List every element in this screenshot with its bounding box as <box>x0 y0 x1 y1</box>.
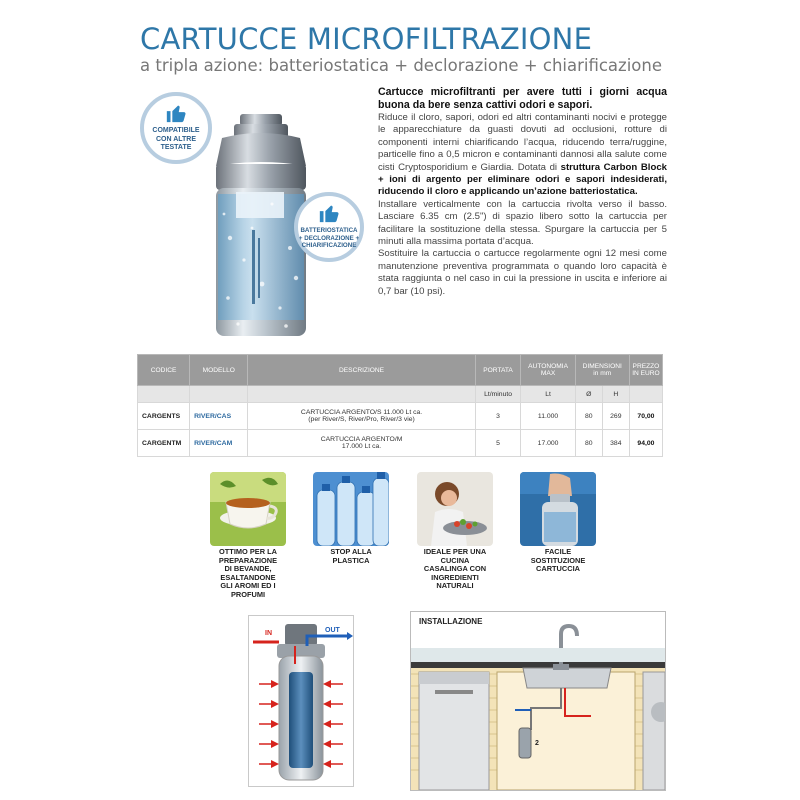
cell-modello: RIVER/CAS <box>190 403 248 430</box>
feature-caption <box>415 548 495 591</box>
desc-line: CARTUCCIA ARGENTO/S 11.000 Lt ca. <box>300 409 423 416</box>
badge-line: TESTATE <box>160 144 192 151</box>
header-line: in mm <box>593 370 612 377</box>
badge-line: CON ALTRE <box>155 135 197 143</box>
paragraph-replace: Sostituire la cartuccia o cartucce regolarmente ogni 12 mesi come manutenzione preventiva programmata o quando loro capacità è stata raggiunta o nel caso in cui la pressione in uscita e inferiore ai 0,7 bar (10 psi). <box>378 248 667 297</box>
table-units-row <box>138 386 663 403</box>
table-row <box>138 403 663 430</box>
header-autonomia <box>521 355 575 386</box>
units-cell <box>138 386 190 403</box>
units-cell <box>248 386 475 403</box>
units-cell <box>190 386 248 403</box>
header-prezzo <box>629 355 662 386</box>
compatible-badge <box>140 92 212 164</box>
feature-caption <box>208 548 288 600</box>
caption-line: IDEALE PER UNA <box>423 547 487 556</box>
caption-line: FACILE <box>544 547 572 556</box>
badge-line: COMPATIBILE <box>152 127 200 134</box>
header-line: PREZZO <box>632 363 660 370</box>
paragraph-text: Riduce il cloro, sapori, odori ed altri contaminanti nocivi e protegge le apparecchiature da guasti dovuti ad occlusioni, rotture di componenti interni chiarificando l’acqua, riducendo terra/ruggine, particelle fino a 0,5 micron e contaminanti dannosi alla salute come cisti Cryptosporidium e Giardia. Dotata di <box>378 112 667 173</box>
paragraph-bold: struttura Carbon Block + ioni di argento per eliminare odori e sapori indesiderati, riducendo il cloro e applicando un’azione batteriostatica. <box>378 161 667 198</box>
installation-illustration <box>410 611 666 791</box>
paragraph-features <box>378 112 667 199</box>
cell-h: 269 <box>602 403 629 430</box>
units-cell <box>629 386 662 403</box>
caption-line: ESALTANDONE <box>220 572 276 582</box>
desc-line: 17.000 Lt ca. <box>341 443 382 450</box>
caption-line: CUCINA <box>440 555 470 565</box>
desc-line: CARTUCCIA ARGENTO/M <box>320 436 403 443</box>
feature-replace <box>518 472 598 574</box>
cell-prezzo: 94,00 <box>629 430 662 457</box>
cell-codice: CARGENTS <box>138 403 190 430</box>
caption-line: CARTUCCIA <box>536 564 580 574</box>
caption-line: PROFUMI <box>230 589 266 599</box>
caption-line: OTTIMO PER LA <box>219 547 277 556</box>
feature-caption <box>311 548 391 565</box>
units-autonomia: Lt <box>521 386 575 403</box>
tea-cup-icon <box>210 472 286 546</box>
thumbs-up-icon <box>318 202 340 229</box>
caption-line: DI BEVANDE, <box>224 564 272 574</box>
triple-action-badge <box>294 192 364 262</box>
flow-diagram <box>248 615 354 787</box>
caption-line: STOP ALLA <box>330 547 372 556</box>
desc-line: (per River/S, River/Pro, River/3 vie) <box>308 416 415 423</box>
installation-label: INSTALLAZIONE <box>419 617 483 626</box>
table-header-row <box>138 355 663 386</box>
cell-diam: 80 <box>575 403 602 430</box>
cell-prezzo: 70,00 <box>629 403 662 430</box>
header-line: IN EURO <box>632 370 660 377</box>
header-line: DIMENSIONI <box>582 363 622 370</box>
cell-descrizione <box>248 430 475 457</box>
page-subtitle: a tripla azione: batteriostatica + declorazione + chiarificazione <box>140 56 662 75</box>
header-line: MAX <box>540 370 556 377</box>
caption-line: INGREDIENTI <box>431 572 479 582</box>
cell-portata: 5 <box>475 430 521 457</box>
cell-autonomia: 11.000 <box>521 403 575 430</box>
description-text <box>378 86 667 298</box>
header-portata: PORTATA <box>475 355 521 386</box>
caption-line: NATURALI <box>436 581 474 591</box>
feature-kitchen <box>415 472 495 591</box>
product-table <box>137 354 663 457</box>
cartridge-replace-icon <box>520 472 596 546</box>
cell-descrizione <box>248 403 475 430</box>
cell-codice: CARGENTM <box>138 430 190 457</box>
caption-line: PLASTICA <box>332 555 370 565</box>
feature-caption <box>518 548 598 574</box>
thumbs-up-icon <box>165 102 187 129</box>
header-modello: MODELLO <box>190 355 248 386</box>
units-h: H <box>602 386 629 403</box>
cell-h: 384 <box>602 430 629 457</box>
badge-line: + DECLORAZIONE + <box>298 234 360 242</box>
table-row <box>138 430 663 457</box>
plastic-bottles-icon <box>313 472 389 546</box>
caption-line: PREPARAZIONE <box>218 555 278 565</box>
caption-line: GLI AROMI ED I <box>220 581 276 591</box>
page-title: CARTUCCE MICROFILTRAZIONE <box>140 22 593 56</box>
header-codice: CODICE <box>138 355 190 386</box>
header-dimensioni <box>575 355 629 386</box>
header-descrizione: DESCRIZIONE <box>248 355 475 386</box>
in-label: IN <box>265 630 272 637</box>
product-image <box>140 88 368 350</box>
badge-line: CHIARIFICAZIONE <box>301 242 357 250</box>
cell-portata: 3 <box>475 403 521 430</box>
badge-line: BATTERIOSTATICA <box>300 227 358 234</box>
cell-autonomia: 17.000 <box>521 430 575 457</box>
units-diam: Ø <box>575 386 602 403</box>
kitchen-cooking-icon <box>417 472 493 546</box>
lead-paragraph: Cartucce microfiltranti per avere tutti i giorni acqua buona da bere senza cattivi odori e sapori. <box>378 86 667 111</box>
caption-line: SOSTITUZIONE <box>530 555 586 565</box>
units-portata: Lt/minuto <box>475 386 521 403</box>
cell-diam: 80 <box>575 430 602 457</box>
feature-tea <box>208 472 288 600</box>
caption-line: CASALINGA CON <box>423 564 487 574</box>
cell-modello: RIVER/CAM <box>190 430 248 457</box>
feature-plastic <box>311 472 391 565</box>
install-marker: 2 <box>535 740 539 747</box>
out-label: OUT <box>325 627 340 634</box>
header-line: AUTONOMIA <box>528 363 568 370</box>
paragraph-install: Installare verticalmente con la cartuccia rivolta verso il basso. Lasciare 6.35 cm (2.5") di spazio libero sotto la cartuccia per facilitare la sostituzione della stessa. Spurgare la cartuccia per 5 minuti alla massima portata d’acqua. <box>378 198 667 248</box>
